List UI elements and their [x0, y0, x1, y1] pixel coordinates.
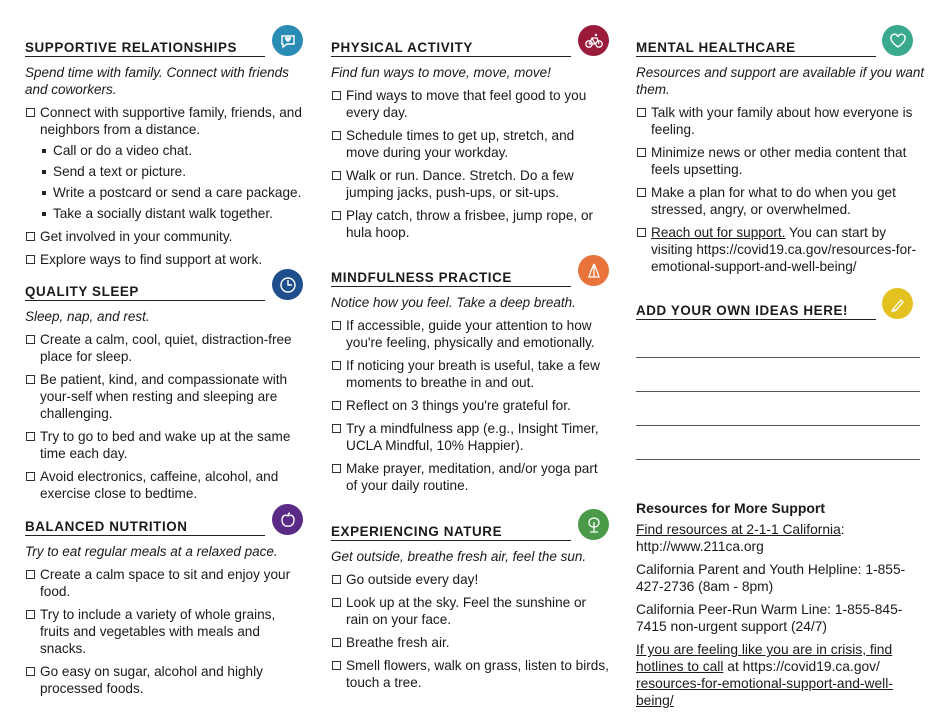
list-item: Be patient, kind, and compassionate with your-self when resting and sleeping are challenging. — [25, 371, 303, 422]
section-add-ideas — [636, 297, 926, 319]
section-title: EXPERIENCING NATURE — [331, 524, 503, 539]
sub-item: Send a text or picture. — [40, 163, 303, 180]
section-title: SUPPORTIVE RELATIONSHIPS — [25, 40, 238, 55]
crisis-url-link[interactable]: resources-for-emotional-support-and-well-being/ — [636, 676, 893, 708]
section-subtitle: Sleep, nap, and rest. — [25, 309, 150, 324]
section-mental-healthcare — [636, 34, 926, 281]
section-experiencing-nature — [331, 518, 609, 697]
writing-line[interactable] — [636, 357, 920, 358]
list-item: Try to include a variety of whole grains, fruits and vegetables with meals and snacks. — [25, 606, 303, 657]
list-item: Reach out for support. You can start by visiting https://covid19.ca.gov/resources-for-emotional-support-and-well-being/ — [636, 224, 926, 275]
chat-heart-icon — [272, 25, 303, 56]
pen-writing-icon — [882, 288, 913, 319]
apple-icon — [272, 504, 303, 535]
list-item: Make prayer, meditation, and/or yoga part of your daily routine. — [331, 460, 609, 494]
list-item: Create a calm, cool, quiet, distraction-free place for sleep. — [25, 331, 303, 365]
list-item: Play catch, throw a frisbee, jump rope, or hula hoop. — [331, 207, 609, 241]
resource-crisis: If you are feeling like you are in crisis, find hotlines to call at https://covid19.ca.gov/ resources-for-emotional-support-and-well-being/ — [636, 642, 893, 708]
sub-item: Call or do a video chat. — [40, 142, 303, 159]
writing-line[interactable] — [636, 459, 920, 460]
sub-item: Take a socially distant walk together. — [40, 205, 303, 222]
resource-parent-helpline: California Parent and Youth Helpline: 1-855-427-2736 (8am - 8pm) — [636, 562, 906, 594]
section-subtitle: Resources and support are available if you want them. — [636, 65, 925, 97]
list-item: Minimize news or other media content that feels upsetting. — [636, 144, 926, 178]
resources-title: Resources for More Support — [636, 500, 826, 516]
section-title: QUALITY SLEEP — [25, 284, 139, 299]
list-item: Make a plan for what to do when you get stressed, angry, or overwhelmed. — [636, 184, 926, 218]
section-title: MENTAL HEALTHCARE — [636, 40, 796, 55]
praying-hands-icon — [578, 255, 609, 286]
section-title: BALANCED NUTRITION — [25, 519, 188, 534]
section-physical-activity — [331, 34, 609, 247]
211-link[interactable]: Find resources at 2-1-1 California — [636, 522, 841, 537]
section-title: ADD YOUR OWN IDEAS HERE! — [636, 303, 849, 318]
writing-line[interactable] — [636, 391, 920, 392]
clock-icon — [272, 269, 303, 300]
crisis-hotlines-link[interactable]: If you are feeling like you are in crisis, find hotlines to call — [636, 642, 893, 674]
list-item: Walk or run. Dance. Stretch. Do a few jumping jacks, push-ups, or sit-ups. — [331, 167, 609, 201]
resource-211: Find resources at 2-1-1 California: http://www.211ca.org — [636, 522, 845, 554]
list-item: Talk with your family about how everyone is feeling. — [636, 104, 926, 138]
list-item: Look up at the sky. Feel the sunshine or rain on your face. — [331, 594, 609, 628]
list-item: Connect with supportive family, friends, and neighbors from a distance. Call or do a video chat. Send a text or picture. Write a postcard or send a care package. Take a socially distant walk together. — [25, 104, 303, 222]
list-item: Explore ways to find support at work. — [25, 251, 303, 268]
list-item: Try to go to bed and wake up at the same time each day. — [25, 428, 303, 462]
section-subtitle: Find fun ways to move, move, move! — [331, 65, 551, 80]
section-balanced-nutrition — [25, 513, 303, 703]
list-item: Create a calm space to sit and enjoy your food. — [25, 566, 303, 600]
writing-line[interactable] — [636, 425, 920, 426]
list-item: Schedule times to get up, stretch, and move during your workday. — [331, 127, 609, 161]
sub-item: Write a postcard or send a care package. — [40, 184, 303, 201]
list-item: Reflect on 3 things you're grateful for. — [331, 397, 609, 414]
resource-warm-line: California Peer-Run Warm Line: 1-855-845-7415 non-urgent support (24/7) — [636, 602, 903, 634]
section-title: MINDFULNESS PRACTICE — [331, 270, 512, 285]
list-item: Get involved in your community. — [25, 228, 303, 245]
section-resources — [636, 500, 926, 709]
section-subtitle: Get outside, breathe fresh air, feel the sun. — [331, 549, 587, 564]
section-subtitle: Notice how you feel. Take a deep breath. — [331, 295, 576, 310]
section-subtitle: Spend time with family. Connect with friends and coworkers. — [25, 65, 289, 97]
list-item: Go easy on sugar, alcohol and highly processed foods. — [25, 663, 303, 697]
list-item: If accessible, guide your attention to how you're feeling, physically and emotionally. — [331, 317, 609, 351]
bicycle-icon — [578, 25, 609, 56]
list-item: Avoid electronics, caffeine, alcohol, and exercise close to bedtime. — [25, 468, 303, 502]
list-item: If noticing your breath is useful, take a few moments to breathe in and out. — [331, 357, 609, 391]
list-item: Try a mindfulness app (e.g., Insight Timer, UCLA Mindful, 10% Happier). — [331, 420, 609, 454]
list-item: Smell flowers, walk on grass, listen to birds, touch a tree. — [331, 657, 609, 691]
section-mindfulness-practice — [331, 264, 609, 500]
list-item: Breathe fresh air. — [331, 634, 609, 651]
list-item: Go outside every day! — [331, 571, 609, 588]
list-item: Find ways to move that feel good to you every day. — [331, 87, 609, 121]
tree-icon — [578, 509, 609, 540]
section-supportive-relationships — [25, 34, 303, 274]
section-subtitle: Try to eat regular meals at a relaxed pace. — [25, 544, 278, 559]
section-title: PHYSICAL ACTIVITY — [331, 40, 473, 55]
section-quality-sleep — [25, 278, 303, 508]
heart-icon — [882, 25, 913, 56]
reach-out-link[interactable]: Reach out for support. — [651, 225, 786, 240]
